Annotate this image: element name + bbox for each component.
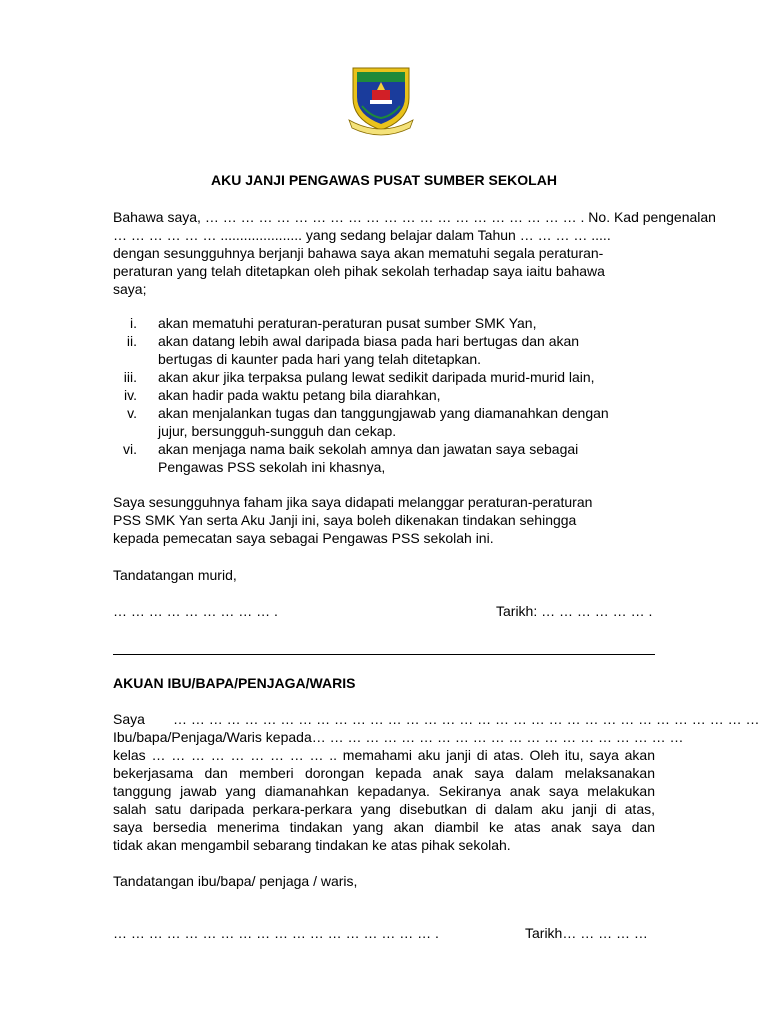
student-date: Tarikh: … … … … … … . (496, 603, 653, 619)
student-signature-row (113, 602, 655, 620)
intro-line: saya; (113, 281, 147, 297)
pledge-number: iii. (123, 369, 137, 385)
pledge-item (113, 404, 655, 440)
parent-line: bekerjasama dan memberi dorongan kepada anak saya dalam melaksanakan (113, 765, 655, 781)
parent-declaration-paragraph (113, 710, 760, 854)
pledge-number: vi. (123, 441, 137, 457)
intro-line: … … … … … … ..................... yang sedang belajar dalam Tahun … … … … ..... (113, 227, 611, 243)
parent-heading: AKUAN IBU/BAPA/PENJAGA/WARIS (113, 675, 356, 691)
pledge-item (113, 332, 655, 368)
pledge-item (113, 368, 655, 386)
parent-line: saya bersedia menerima tindakan yang akan diambil ke atas anak saya dan (113, 819, 655, 835)
pledge-text: jujur, bersungguh-sungguh dan cekap. (158, 423, 397, 439)
consequence-line: PSS SMK Yan serta Aku Janji ini, saya boleh dikenakan tindakan sehingga (113, 512, 577, 528)
pledge-text: bertugas di kaunter pada hari yang telah ditetapkan. (158, 351, 482, 367)
pledge-text: akan hadir pada waktu petang bila diarahkan, (158, 387, 441, 403)
intro-paragraph (113, 208, 716, 298)
pledge-number: i. (130, 315, 137, 331)
parent-signature-row (113, 924, 655, 942)
parent-signature-label: Tandatangan ibu/bapa/ penjaga / waris, (113, 873, 358, 889)
parent-line: kelas … … … … … … … … … .. memahami aku janji di atas. Oleh itu, saya akan (113, 747, 655, 763)
intro-line: dengan sesungguhnya berjanji bahawa saya akan mematuhi segala peraturan- (113, 245, 604, 261)
pledge-text: akan menjalankan tugas dan tanggungjawab yang diamanahkan dengan (158, 405, 609, 421)
school-crest-icon (348, 62, 414, 136)
parent-line: Ibu/bapa/Penjaga/Waris kepada… … … … … … … … … … … … … … … … … … … … … (113, 729, 684, 745)
pledge-text: akan mematuhi peraturan-peraturan pusat sumber SMK Yan, (158, 315, 537, 331)
intro-line: peraturan yang telah ditetapkan oleh pihak sekolah terhadap saya iaitu bahawa (113, 263, 605, 279)
intro-line: Bahawa saya, … … … … … … … … … … … … … … … … … … … … … . No. Kad pengenalan (113, 209, 716, 225)
pledge-text: Pengawas PSS sekolah ini khasnya, (158, 459, 386, 475)
document-title: AKU JANJI PENGAWAS PUSAT SUMBER SEKOLAH (211, 172, 557, 188)
pledge-text: akan datang lebih awal daripada biasa pada hari bertugas dan akan (158, 333, 580, 349)
parent-line: tidak akan mengambil sebarang tindakan ke atas pihak sekolah. (113, 837, 511, 853)
pledge-number: ii. (126, 333, 137, 349)
pledge-text: akan menjaga nama baik sekolah amnya dan jawatan saya sebagai (158, 441, 579, 457)
pledge-list (113, 314, 655, 476)
parent-date: Tarikh… … … … … (525, 925, 648, 941)
parent-line: tanggung jawab yang diamanahkan kepadanya. Sekiranya anak saya melakukan (113, 783, 655, 799)
pledge-item (113, 314, 655, 332)
pledge-item (113, 440, 655, 476)
parent-line (113, 710, 760, 728)
parent-line: salah satu daripada perkara-perkara yang disebutkan di dalam aku janji di atas, (113, 801, 655, 817)
consequence-paragraph (113, 493, 655, 547)
student-signature-label: Tandatangan murid, (113, 567, 237, 583)
parent-signature-line: … … … … … … … … … … … … … … … … … … . (113, 925, 439, 941)
pledge-number: v. (127, 405, 137, 421)
parent-lead: Saya (113, 711, 145, 727)
section-divider (113, 654, 655, 655)
pledge-item (113, 386, 655, 404)
pledge-number: iv. (124, 387, 137, 403)
parent-line-text: … … … … … … … … … … … … … … … … … … … … … … … … … … … … … … … … … (173, 711, 760, 727)
pledge-text: akan akur jika terpaksa pulang lewat sedikit daripada murid-murid lain, (158, 369, 595, 385)
consequence-line: Saya sesungguhnya faham jika saya didapati melanggar peraturan-peraturan (113, 494, 593, 510)
consequence-line: kepada pemecatan saya sebagai Pengawas PSS sekolah ini. (113, 530, 494, 546)
student-signature-line: … … … … … … … … … . (113, 603, 278, 619)
